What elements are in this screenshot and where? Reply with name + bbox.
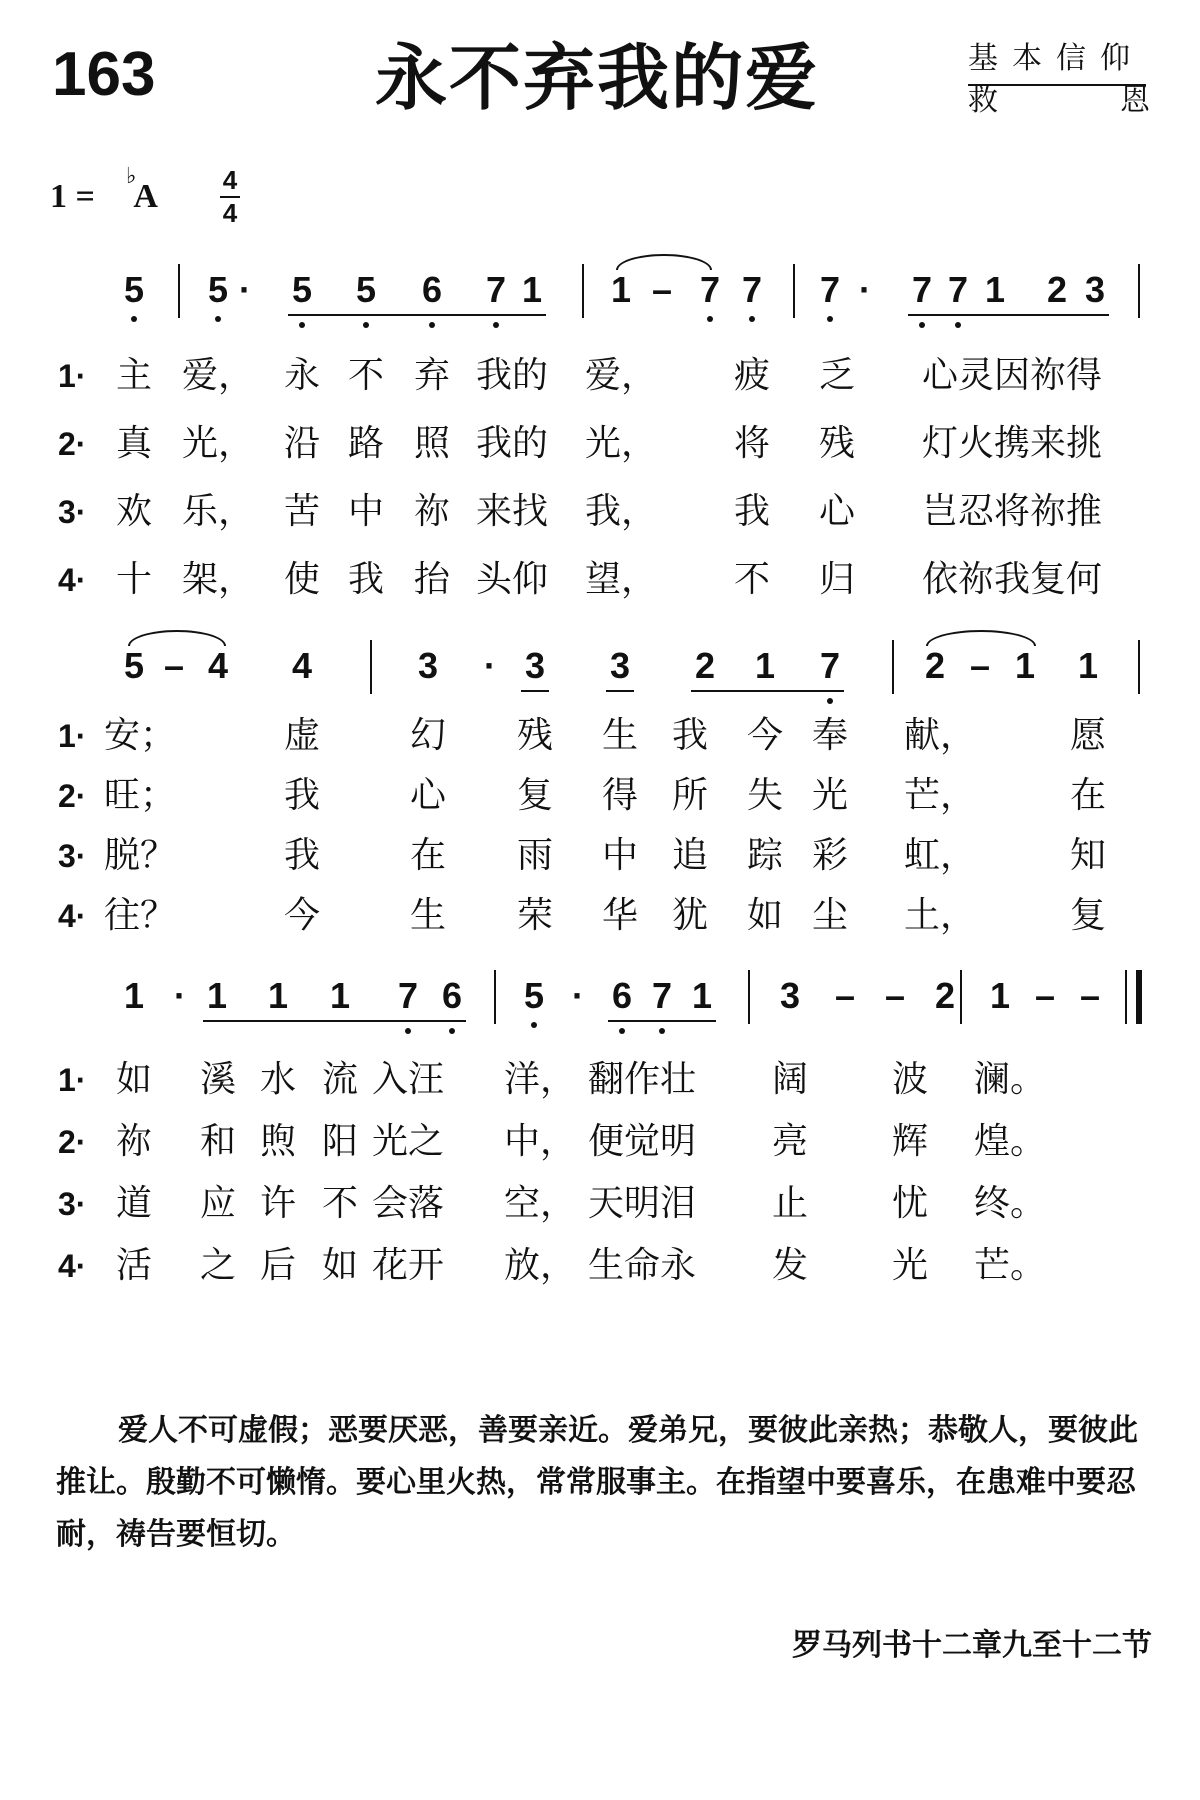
barline: [793, 264, 795, 318]
lyric-syllable: 我: [671, 715, 709, 756]
lyric-syllable: 奉: [811, 715, 849, 756]
lyric-syllable: 忧: [891, 1183, 929, 1224]
note: 6: [441, 975, 463, 1016]
lyric-syllable: 阳: [321, 1121, 359, 1162]
lyric-syllable: 苦: [283, 491, 321, 532]
underline-beam: [606, 690, 634, 692]
lyric-syllable: 我: [733, 491, 771, 532]
note: 2: [694, 645, 716, 686]
lyric-syllable: 流: [321, 1059, 359, 1100]
lyric-syllable: 我: [283, 835, 321, 876]
octave-dot-below: [919, 322, 925, 328]
lyric-syllable: 乐，: [181, 491, 255, 532]
octave-dot-below: [299, 322, 305, 328]
category-line-2-a: 救: [968, 83, 998, 118]
barline: [1138, 640, 1140, 694]
octave-dot-below: [493, 322, 499, 328]
lyric-syllable: 残: [516, 715, 554, 756]
note: 1: [206, 975, 228, 1016]
verse-number: 4·: [58, 1248, 87, 1284]
lyric-syllable: 荣: [516, 895, 554, 936]
underline-beam: [288, 314, 546, 316]
lyric-syllable: 土，: [903, 895, 977, 936]
lyric-syllable: 幻: [409, 715, 447, 756]
lyric-syllable: 生命永: [587, 1245, 697, 1286]
lyric-syllable: 便觉明: [587, 1121, 697, 1162]
lyric-syllable: 止: [771, 1183, 809, 1224]
note: 1: [1014, 645, 1036, 686]
lyric-syllable: 爱，: [584, 355, 658, 396]
lyric-syllable: 生: [601, 715, 639, 756]
lyric-syllable: 澜。: [973, 1059, 1047, 1100]
note: 7: [651, 975, 673, 1016]
lyric-syllable: 会落: [371, 1183, 445, 1224]
lyric-syllable: 复: [516, 775, 554, 816]
lyric-syllable: 雨: [516, 835, 554, 876]
scripture-reference: 罗马列书十二章九至十二节: [792, 1628, 1152, 1663]
lyric-syllable: 芒。: [973, 1245, 1047, 1286]
tie-slur: [616, 254, 712, 270]
final-barline: [1136, 970, 1142, 1024]
lyric-syllable: 今: [283, 895, 321, 936]
note: 5: [123, 269, 145, 310]
lyric-syllable: 心: [818, 491, 856, 532]
lyric-syllable: 放，: [503, 1245, 577, 1286]
lyric-syllable: 归: [818, 559, 856, 600]
note: 1: [1077, 645, 1099, 686]
hymn-number: 163: [52, 40, 156, 109]
note: –: [651, 269, 673, 310]
lyric-syllable: 十: [115, 559, 153, 600]
lyric-syllable: 心灵因祢得: [921, 355, 1103, 396]
lyric-syllable: 我: [347, 559, 385, 600]
tie-slur: [128, 630, 226, 646]
barline: [178, 264, 180, 318]
lyric-syllable: 望，: [584, 559, 658, 600]
lyric-syllable: 溪: [199, 1059, 237, 1100]
lyric-syllable: 真: [115, 423, 153, 464]
octave-dot-below: [955, 322, 961, 328]
lyric-syllable: 架，: [181, 559, 255, 600]
note: 3: [524, 645, 546, 686]
note: 1: [754, 645, 776, 686]
lyric-syllable: 许: [259, 1183, 297, 1224]
lyric-syllable: 得: [601, 775, 639, 816]
flat-icon: ♭: [126, 164, 137, 189]
lyric-syllable: 愿: [1069, 715, 1107, 756]
time-top: 4: [222, 165, 238, 195]
hymn-title: 永不弃我的爱: [375, 36, 820, 120]
lyric-syllable: 乏: [818, 355, 856, 396]
lyric-syllable: 辉: [891, 1121, 929, 1162]
lyric-syllable: 尘: [811, 895, 849, 936]
lyric-syllable: 光: [811, 775, 849, 816]
note: 3: [609, 645, 631, 686]
lyric-syllable: 弃: [413, 355, 451, 396]
lyric-syllable: 翻作壮: [587, 1059, 697, 1100]
barline: [370, 640, 372, 694]
lyric-syllable: 彩: [811, 835, 849, 876]
lyric-syllable: 入汪: [371, 1059, 445, 1100]
lyric-syllable: 芒，: [903, 775, 977, 816]
lyric-syllable: 疲: [733, 355, 771, 396]
lyric-syllable: 我的: [475, 355, 549, 396]
octave-dot-below: [405, 1028, 411, 1034]
note: 6: [611, 975, 633, 1016]
barline: [1125, 970, 1127, 1024]
note: ·: [174, 975, 186, 1016]
note: ·: [859, 269, 871, 310]
verse-number: 4·: [58, 898, 87, 934]
note: 5: [523, 975, 545, 1016]
underline-beam: [908, 314, 1109, 316]
note: –: [163, 645, 185, 686]
lyric-syllable: 失: [746, 775, 784, 816]
lyric-syllable: 祢: [413, 491, 451, 532]
lyric-syllable: 安；: [103, 715, 177, 756]
lyric-syllable: 亮: [771, 1121, 809, 1162]
lyric-syllable: 爱，: [181, 355, 255, 396]
lyric-syllable: 煦: [259, 1121, 297, 1162]
verse-number: 4·: [58, 562, 87, 598]
lyric-syllable: 生: [409, 895, 447, 936]
lyric-syllable: 后: [259, 1245, 297, 1286]
octave-dot-below: [619, 1028, 625, 1034]
note: 3: [417, 645, 439, 686]
verse-number: 1·: [58, 718, 87, 754]
note: 5: [207, 269, 229, 310]
lyric-syllable: 空，: [503, 1183, 577, 1224]
lyric-syllable: 犹: [671, 895, 709, 936]
lyric-syllable: 欢: [115, 491, 153, 532]
note: –: [1034, 975, 1056, 1016]
lyric-syllable: 不: [347, 355, 385, 396]
note: ·: [572, 975, 584, 1016]
note: 6: [421, 269, 443, 310]
lyric-syllable: 照: [413, 423, 451, 464]
octave-dot-below: [215, 316, 221, 322]
note: 2: [934, 975, 956, 1016]
lyric-syllable: 献，: [903, 715, 977, 756]
lyric-syllable: 在: [409, 835, 447, 876]
verse-number: 1·: [58, 358, 87, 394]
octave-dot-below: [131, 316, 137, 322]
lyric-syllable: 依祢我复何: [921, 559, 1103, 600]
lyric-syllable: 不: [733, 559, 771, 600]
note: 7: [397, 975, 419, 1016]
lyric-syllable: 应: [199, 1183, 237, 1224]
note: 5: [291, 269, 313, 310]
lyric-syllable: 光之: [371, 1121, 445, 1162]
note: 7: [819, 269, 841, 310]
lyric-syllable: 来找: [475, 491, 549, 532]
note: 7: [947, 269, 969, 310]
lyric-syllable: 将: [733, 423, 771, 464]
lyric-syllable: 终。: [973, 1183, 1047, 1224]
octave-dot-below: [363, 322, 369, 328]
key-prefix: 1 =: [50, 178, 95, 215]
lyric-syllable: 水: [259, 1059, 297, 1100]
note: 7: [819, 645, 841, 686]
octave-dot-below: [531, 1022, 537, 1028]
lyric-syllable: 道: [115, 1183, 153, 1224]
category-line-1: 基本信仰: [968, 41, 1144, 76]
time-bottom: 4: [222, 197, 238, 228]
note: 2: [1046, 269, 1068, 310]
note: ·: [239, 269, 251, 310]
lyric-syllable: 如: [321, 1245, 359, 1286]
octave-dot-below: [827, 316, 833, 322]
octave-dot-below: [659, 1028, 665, 1034]
lyric-syllable: 天明泪: [587, 1183, 697, 1224]
lyric-syllable: 我: [283, 775, 321, 816]
lyric-syllable: 发: [771, 1245, 809, 1286]
underline-beam: [203, 1020, 466, 1022]
barline: [582, 264, 584, 318]
note: ·: [484, 645, 496, 686]
lyric-syllable: 旺；: [103, 775, 177, 816]
lyric-syllable: 心: [409, 775, 447, 816]
note: 3: [1084, 269, 1106, 310]
lyric-syllable: 岂忍将祢推: [921, 491, 1103, 532]
note: 4: [207, 645, 229, 686]
key-note: A: [133, 178, 158, 215]
octave-dot-below: [749, 316, 755, 322]
note: 7: [699, 269, 721, 310]
octave-dot-below: [449, 1028, 455, 1034]
note: 7: [911, 269, 933, 310]
lyric-syllable: 中: [347, 491, 385, 532]
verse-number: 2·: [58, 778, 87, 814]
lyric-syllable: 追: [671, 835, 709, 876]
barline: [748, 970, 750, 1024]
tie-slur: [926, 630, 1036, 646]
lyric-syllable: 虹，: [903, 835, 977, 876]
lyric-syllable: 我，: [584, 491, 658, 532]
lyric-syllable: 祢: [115, 1121, 153, 1162]
octave-dot-below: [827, 698, 833, 704]
lyric-syllable: 踪: [746, 835, 784, 876]
note: –: [834, 975, 856, 1016]
barline: [892, 640, 894, 694]
note: 3: [779, 975, 801, 1016]
note: 5: [355, 269, 377, 310]
note: 1: [610, 269, 632, 310]
underline-beam: [521, 690, 549, 692]
lyric-syllable: 光: [891, 1245, 929, 1286]
note: 1: [691, 975, 713, 1016]
lyric-syllable: 华: [601, 895, 639, 936]
verse-number: 3·: [58, 494, 87, 530]
note: 5: [123, 645, 145, 686]
lyric-syllable: 永: [283, 355, 321, 396]
lyric-syllable: 花开: [371, 1245, 445, 1286]
lyric-syllable: 往？: [103, 895, 177, 936]
lyric-syllable: 活: [115, 1245, 153, 1286]
note: –: [884, 975, 906, 1016]
verse-number: 2·: [58, 426, 87, 462]
note: 1: [521, 269, 543, 310]
note: 4: [291, 645, 313, 686]
lyric-syllable: 煌。: [973, 1121, 1047, 1162]
lyric-syllable: 使: [283, 559, 321, 600]
verse-number: 3·: [58, 1186, 87, 1222]
lyric-syllable: 阔: [771, 1059, 809, 1100]
lyric-syllable: 今: [746, 715, 784, 756]
lyric-syllable: 和: [199, 1121, 237, 1162]
lyric-syllable: 中: [601, 835, 639, 876]
lyric-syllable: 波: [891, 1059, 929, 1100]
note: –: [1079, 975, 1101, 1016]
lyric-syllable: 我的: [475, 423, 549, 464]
verse-number: 1·: [58, 1062, 87, 1098]
lyric-syllable: 洋，: [503, 1059, 577, 1100]
lyric-syllable: 所: [671, 775, 709, 816]
note: 7: [741, 269, 763, 310]
barline: [960, 970, 962, 1024]
note: 7: [485, 269, 507, 310]
lyric-syllable: 沿: [283, 423, 321, 464]
barline: [494, 970, 496, 1024]
lyric-syllable: 之: [199, 1245, 237, 1286]
underline-beam: [691, 690, 844, 692]
note: 1: [329, 975, 351, 1016]
lyric-syllable: 不: [321, 1183, 359, 1224]
octave-dot-below: [429, 322, 435, 328]
lyric-syllable: 灯火携来挑: [921, 423, 1103, 464]
lyric-syllable: 光，: [181, 423, 255, 464]
lyric-syllable: 抬: [413, 559, 451, 600]
scripture-text: 爱人不可虚假；恶要厌恶，善要亲近。爱弟兄，要彼此亲热；恭敬人，要彼此推让。殷勤不可懒惰。要心里火热，常常服事主。在指望中要喜乐，在患难中要忍耐，祷告要恒切。: [56, 1413, 1138, 1552]
note: 1: [989, 975, 1011, 1016]
lyric-syllable: 残: [818, 423, 856, 464]
lyric-syllable: 如: [115, 1059, 153, 1100]
octave-dot-below: [707, 316, 713, 322]
barline: [1138, 264, 1140, 318]
category-line-2-b: 恩: [1120, 83, 1150, 118]
lyric-syllable: 头仰: [475, 559, 549, 600]
lyric-syllable: 主: [115, 355, 153, 396]
underline-beam: [608, 1020, 716, 1022]
note: 1: [267, 975, 289, 1016]
verse-number: 2·: [58, 1124, 87, 1160]
verse-number: 3·: [58, 838, 87, 874]
lyric-syllable: 脱？: [103, 835, 177, 876]
lyric-syllable: 光，: [584, 423, 658, 464]
lyric-syllable: 虚: [283, 715, 321, 756]
note: 1: [984, 269, 1006, 310]
note: –: [969, 645, 991, 686]
lyric-syllable: 如: [746, 895, 784, 936]
lyric-syllable: 知: [1069, 835, 1107, 876]
note: 1: [123, 975, 145, 1016]
lyric-syllable: 路: [347, 423, 385, 464]
note: 2: [924, 645, 946, 686]
lyric-syllable: 中，: [503, 1121, 577, 1162]
lyric-syllable: 复: [1069, 895, 1107, 936]
lyric-syllable: 在: [1069, 775, 1107, 816]
